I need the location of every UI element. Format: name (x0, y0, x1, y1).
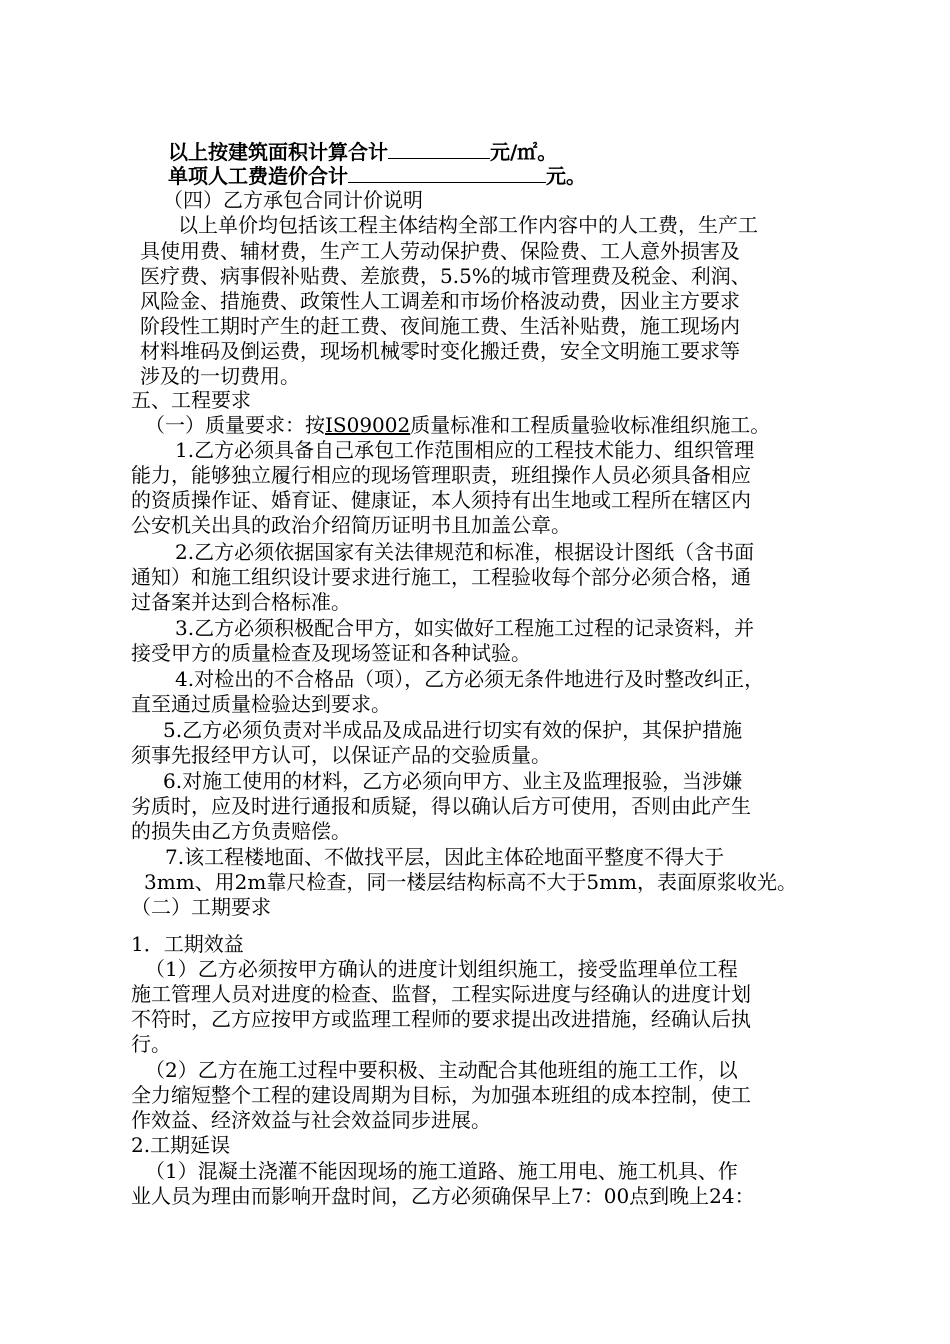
benefit-line: 行。 (131, 1032, 171, 1056)
quality-prefix: （一）质量要求：按 (145, 413, 325, 437)
quality-item-line: 能力，能够独立履行相应的现场管理职责，班组操作人员必须具备相应 (131, 463, 751, 487)
labor-total-line (168, 162, 586, 189)
area-total-unit: 元/㎡。 (490, 140, 558, 164)
benefit-line: 不符时，乙方应按甲方或监理工程师的要求提出改进措施，经确认后执 (131, 1007, 751, 1031)
delay-line: （1）混凝土浇灌不能因现场的施工道路、施工用电、施工机具、作 (145, 1159, 738, 1183)
quality-item-line: 5.乙方必须负责对半成品及成品进行切实有效的保护，其保护措施 (163, 718, 743, 742)
quality-item-line: 6.对施工使用的材料，乙方必须向甲方、业主及监理报验，当涉嫌 (163, 769, 743, 793)
benefit-title: 1．工期效益 (131, 932, 244, 956)
quality-item-line: 直至通过质量检验达到要求。 (131, 692, 391, 716)
quality-item-line: 须事先报经甲方认可，以保证产品的交验质量。 (131, 743, 551, 767)
quality-suffix: 质量标准和工程质量验收标准组织施工。 (410, 413, 771, 437)
section4-line: 具使用费、辅材费，生产工人劳动保护费、保险费、工人意外损害及 (140, 239, 740, 263)
quality-item-line: 接受甲方的质量检查及现场签证和各种试验。 (131, 641, 531, 665)
benefit-line: 施工管理人员对进度的检查、监督，工程实际进度与经确认的进度计划 (131, 982, 751, 1006)
quality-item-line: 通知）和施工组织设计要求进行施工，工程验收每个部分必须合格，通 (131, 565, 751, 589)
area-total-blank (388, 138, 490, 159)
section5-heading (131, 387, 251, 413)
quality-item-line: 的损失由乙方负责赔偿。 (131, 819, 351, 843)
labor-total-label: 单项人工费造价合计 (168, 164, 348, 188)
delay-title: 2.工期延误 (131, 1133, 231, 1157)
section4-line: 风险金、措施费、政策性人工调差和市场价格波动费，因业主方要求 (140, 289, 740, 313)
section5-heading-text: 五、工程要求 (131, 388, 251, 412)
quality-item-line: 4.对检出的不合格品（项），乙方必须无条件地进行及时整改纠正， (175, 667, 765, 691)
section4-line: 材料堆码及倒运费，现场机械零时变化搬迁费，安全文明施工要求等 (140, 339, 740, 363)
quality-item-line: 劣质时，应及时进行通报和质疑，得以确认后方可使用，否则由此产生 (131, 794, 751, 818)
section4-line: 以上单价均包括该工程主体结构全部工作内容中的人工费，生产工 (178, 213, 758, 237)
quality-item-line: 2.乙方必须依据国家有关法律规范和标准，根据设计图纸（含书面 (175, 540, 755, 564)
labor-total-unit: 元。 (546, 164, 586, 188)
quality-item-line: 的资质操作证、婚育证、健康证，本人须持有出生地或工程所在辖区内 (131, 488, 751, 512)
quality-item-line: 过备案并达到合格标准。 (131, 590, 351, 614)
section4-heading: （四）乙方承包合同计价说明 (163, 188, 423, 212)
quality-requirement (145, 412, 770, 438)
area-total-line (168, 138, 557, 165)
quality-item-line: 7.该工程楼地面、不做找平层，因此主体砼地面平整度不得大于 (165, 845, 725, 869)
benefit-line: 全力缩短整个工程的建设周期为目标，为加强本班组的成本控制，使工 (131, 1083, 751, 1107)
schedule-heading: （二）工期要求 (131, 895, 271, 919)
section4-line: 医疗费、病事假补贴费、差旅费，5.5%的城市管理费及税金、利润、 (140, 264, 751, 288)
area-total-label: 以上按建筑面积计算合计 (168, 140, 388, 164)
quality-item-line: 1.乙方必须具备自己承包工作范围相应的工程技术能力、组织管理 (175, 438, 755, 462)
quality-item-line: 3mm、用2m靠尺检查，同一楼层结构标高不大于5mm，表面原浆收光。 (144, 870, 797, 894)
quality-standard: IS09002 (325, 413, 411, 437)
delay-line: 业人员为理由而影响开盘时间，乙方必须确保早上7：00点到晚上24： (131, 1184, 755, 1208)
benefit-line: 作效益、经济效益与社会效益同步进展。 (131, 1108, 491, 1132)
labor-total-blank (348, 162, 546, 183)
section4-line: 阶段性工期时产生的赶工费、夜间施工费、生活补贴费，施工现场内 (140, 314, 740, 338)
benefit-line: （1）乙方必须按甲方确认的进度计划组织施工，接受监理单位工程 (145, 957, 738, 981)
benefit-line: （2）乙方在施工过程中要积极、主动配合其他班组的施工工作，以 (145, 1058, 738, 1082)
quality-item-line: 公安机关出具的政治介绍简历证明书且加盖公章。 (131, 513, 571, 537)
section4-line: 涉及的一切费用。 (140, 364, 300, 388)
quality-item-line: 3.乙方必须积极配合甲方，如实做好工程施工过程的记录资料，并 (175, 616, 755, 640)
